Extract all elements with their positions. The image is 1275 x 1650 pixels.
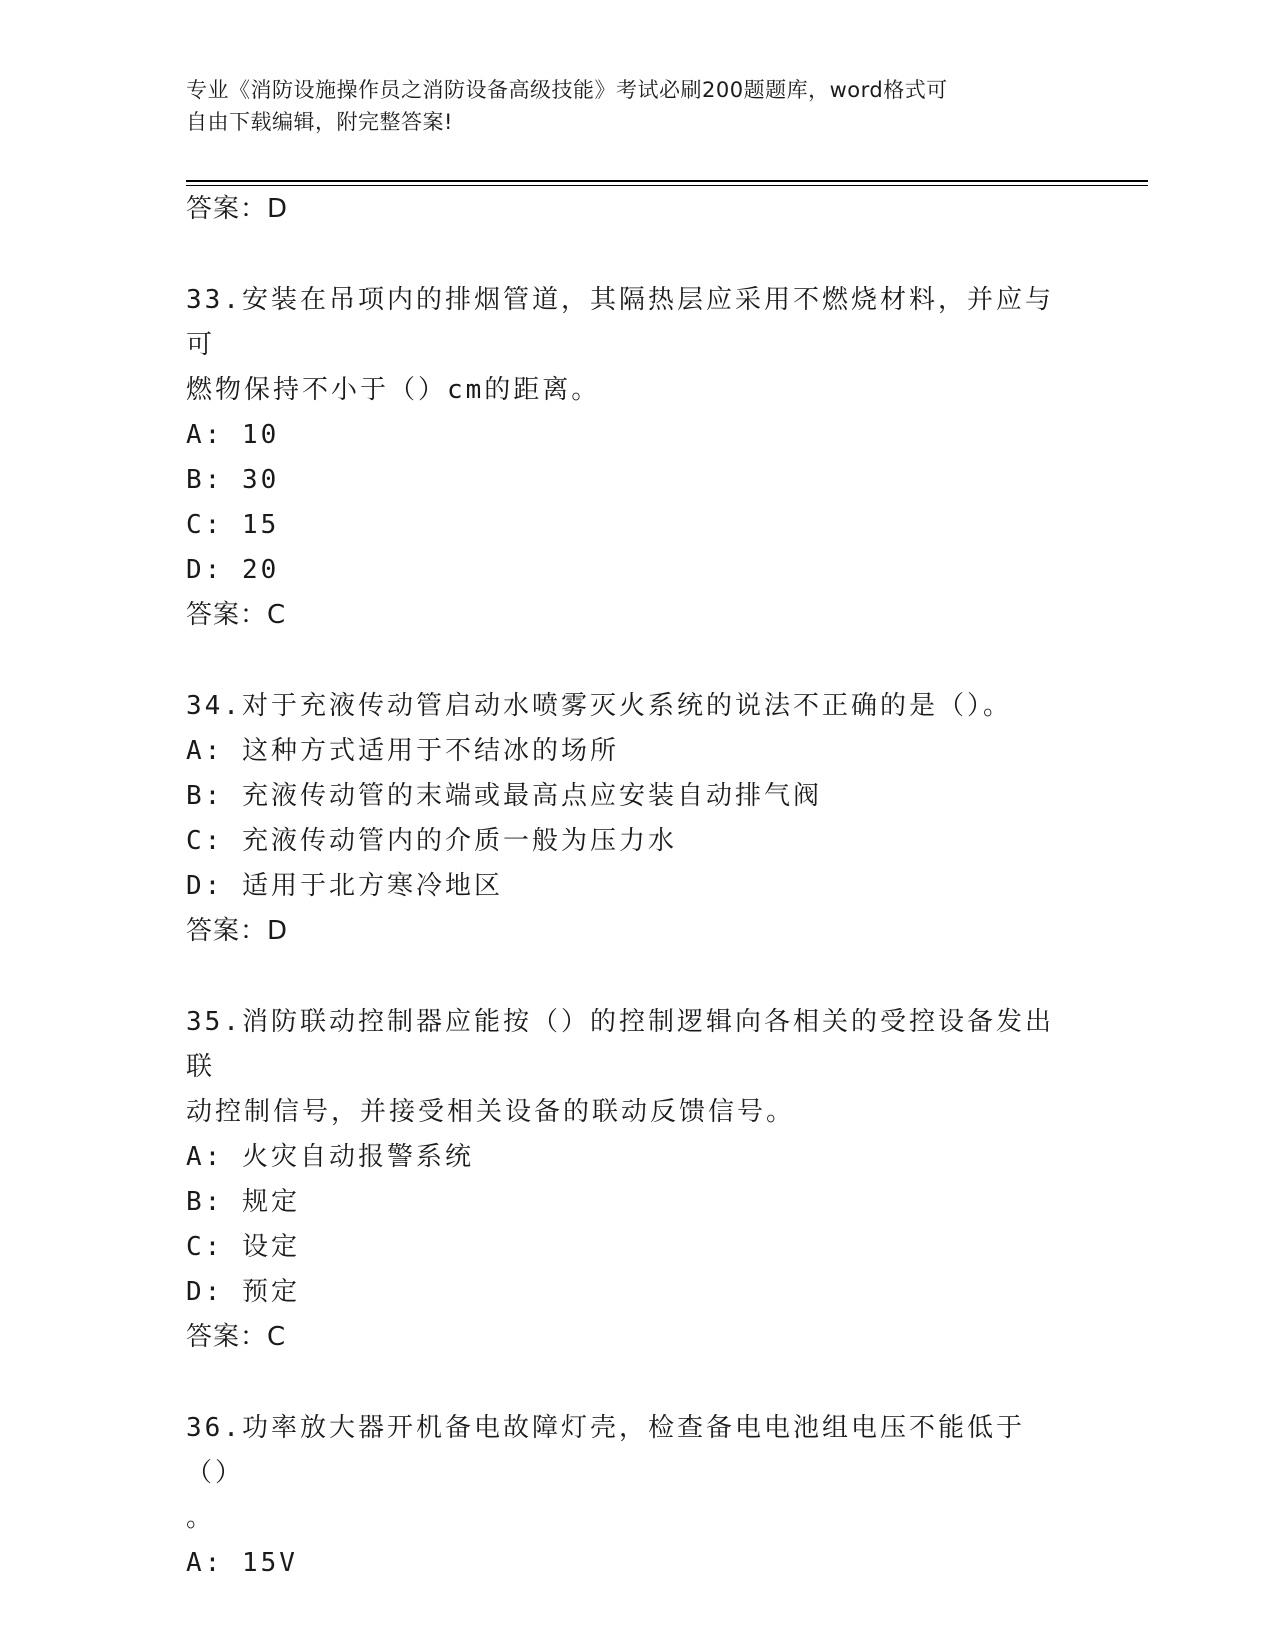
option-a: A: 这种方式适用于不结冰的场所 (186, 736, 619, 766)
question-stem: 35.消防联动控制器应能按（）的控制逻辑向各相关的受控设备发出联 动控制信号，并接受相关设备的联动反馈信号。 (186, 1007, 1054, 1127)
option-c: C: 15 (186, 510, 280, 540)
header-divider-thin (186, 185, 1148, 186)
option-a: A: 15V (186, 1548, 298, 1578)
option-b: B: 30 (186, 465, 280, 495)
question-stem: 33.安装在吊项内的排烟管道，其隔热层应采用不燃烧材料，并应与可 燃物保持不小于（）cm的距离。 (186, 285, 1054, 405)
header-divider-thick (186, 180, 1148, 182)
answer: 答案：C (186, 1322, 287, 1352)
header-line-1: 专业《消防设施操作员之消防设备高级技能》考试必刷200题题库，word格式可 (186, 78, 948, 102)
question-stem: 34.对于充液传动管启动水喷雾灭火系统的说法不正确的是（）。 (186, 691, 1012, 721)
question-35 (186, 1000, 1146, 1360)
question-list (186, 187, 1146, 1586)
question-36 (186, 1406, 1146, 1586)
option-c: C: 设定 (186, 1232, 300, 1262)
option-b: B: 规定 (186, 1187, 300, 1217)
option-a: A: 火灾自动报警系统 (186, 1142, 474, 1172)
question-33 (186, 278, 1146, 638)
question-stem: 36.功率放大器开机备电故障灯壳，检查备电电池组电压不能低于（） 。 (186, 1413, 1025, 1533)
option-c: C: 充液传动管内的介质一般为压力水 (186, 826, 677, 856)
question-34 (186, 684, 1146, 954)
document-header (186, 74, 1066, 138)
option-a: A: 10 (186, 420, 280, 450)
header-line-2: 自由下载编辑，附完整答案! (186, 110, 453, 134)
answer: 答案：C (186, 600, 287, 630)
answer: 答案：D (186, 916, 289, 946)
option-d: D: 适用于北方寒冷地区 (186, 871, 503, 901)
option-d: D: 预定 (186, 1277, 300, 1307)
option-b: B: 充液传动管的末端或最高点应安装自动排气阀 (186, 781, 822, 811)
option-d: D: 20 (186, 555, 280, 585)
answer-q32: 答案：D (186, 194, 289, 224)
